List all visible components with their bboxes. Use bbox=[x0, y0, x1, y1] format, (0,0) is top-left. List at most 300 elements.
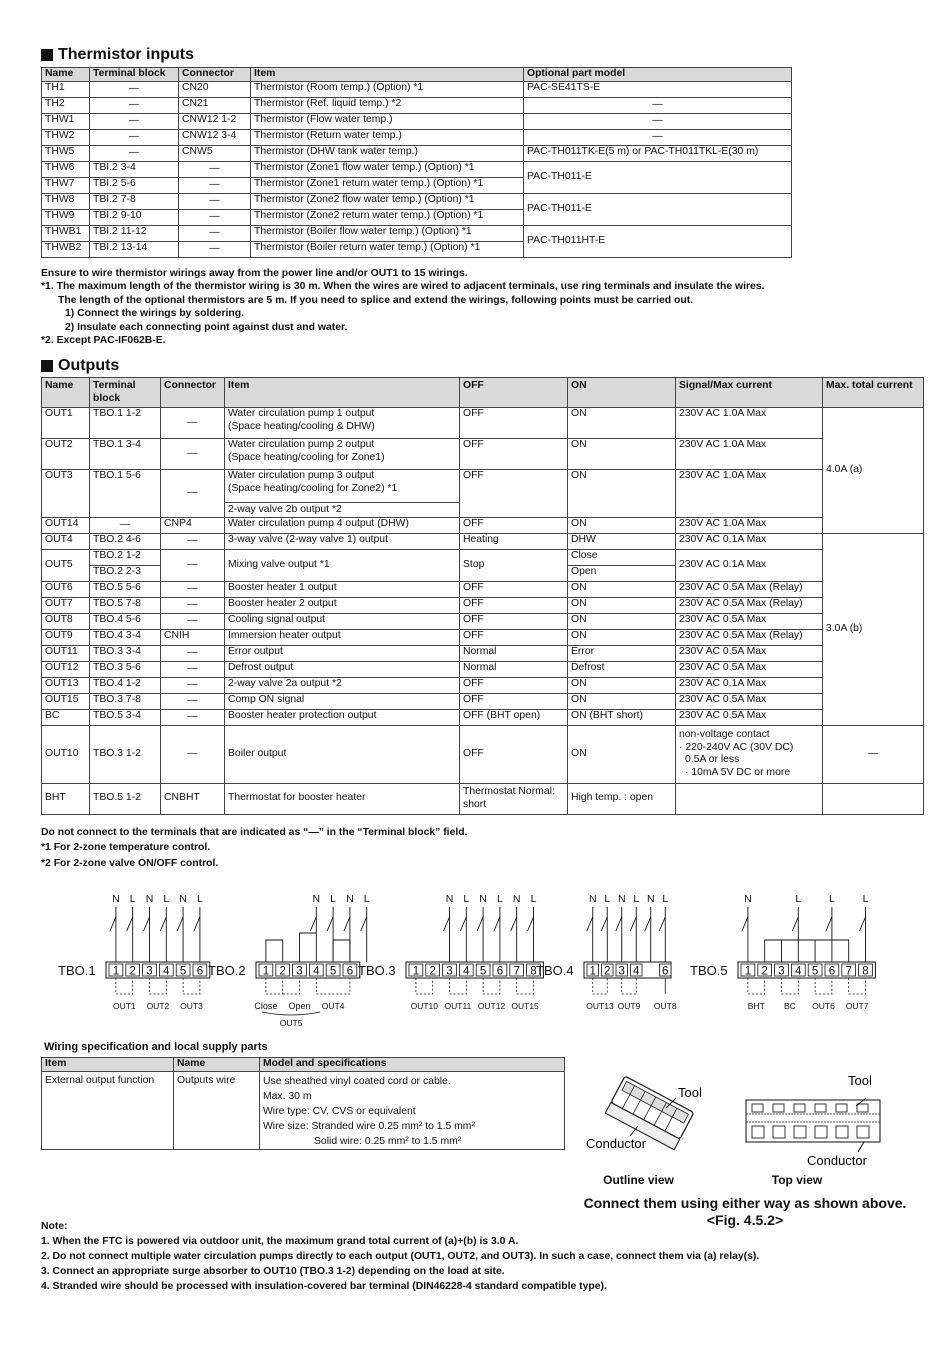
outputs-heading-text: Outputs bbox=[58, 357, 120, 374]
cell-off: Normal bbox=[460, 645, 568, 661]
tbo3-terminal-number: 4 bbox=[463, 965, 470, 978]
wiring-spec bbox=[260, 1071, 565, 1149]
cell-signal: 230V AC 0.5A Max bbox=[676, 661, 823, 677]
tbo2-out5-brace bbox=[262, 1012, 320, 1015]
tbo2-line-label: L bbox=[330, 893, 337, 905]
cell-name: BC bbox=[42, 709, 90, 725]
wiring-name: Outputs wire bbox=[174, 1071, 260, 1149]
cell-connector: — bbox=[161, 533, 225, 549]
tbo2-out-bracket bbox=[283, 978, 300, 994]
cell-signal: 230V AC 0.5A Max (Relay) bbox=[676, 629, 823, 645]
cell-item: Thermistor (Zone2 return water temp.) (Option) *1 bbox=[251, 209, 524, 225]
bottom-notes bbox=[41, 1219, 759, 1294]
cell-line: (Space heating/cooling for Zone1) bbox=[228, 451, 385, 463]
tbo3-out-label: OUT11 bbox=[444, 1001, 472, 1011]
note-line: *2 For 2-zone valve ON/OFF control. bbox=[41, 857, 219, 869]
tbo5-terminal-number: 7 bbox=[845, 965, 852, 978]
tbo1-terminal-number: 2 bbox=[129, 965, 136, 978]
cell-total-b: 3.0A (b) bbox=[823, 533, 924, 725]
outline-view-caption: Outline view bbox=[603, 1173, 674, 1187]
cell-name: OUT15 bbox=[42, 693, 90, 709]
cell-item: Thermistor (Zone1 flow water temp.) (Option) *1 bbox=[251, 161, 524, 177]
cell-signal: 230V AC 0.1A Max bbox=[676, 533, 823, 549]
tbo2-line-label: L bbox=[363, 893, 370, 905]
tbo2-terminal-number: 2 bbox=[279, 965, 286, 978]
cell-signal bbox=[676, 725, 823, 783]
cell-off: Normal bbox=[460, 661, 568, 677]
tbo2-contact bbox=[310, 917, 316, 931]
cell-item bbox=[225, 629, 460, 645]
tbo2-wire bbox=[266, 940, 283, 962]
outputs-th: Item bbox=[225, 378, 460, 408]
cell-line: Immersion heater output bbox=[228, 629, 341, 641]
cell-name: BHT bbox=[42, 783, 90, 814]
cell-terminal-block: TBO.4 1-2 bbox=[90, 677, 161, 693]
wiring-table bbox=[41, 1057, 565, 1150]
cell-on: Error bbox=[568, 645, 676, 661]
th-item: Item bbox=[251, 68, 524, 82]
tbo1-out-bracket bbox=[150, 978, 167, 994]
tbo5-terminal-number: 1 bbox=[744, 965, 752, 978]
tbo2-line-label: N bbox=[312, 893, 321, 905]
tbo3-terminal-number: 3 bbox=[446, 965, 453, 978]
note-line: 1) Connect the wirings by soldering. bbox=[65, 308, 244, 320]
outputs-row bbox=[42, 581, 924, 597]
outputs-row bbox=[42, 725, 924, 783]
outputs-th: Signal/Max current bbox=[676, 378, 823, 408]
cell-name: THW6 bbox=[42, 161, 90, 177]
cell-item bbox=[225, 408, 460, 439]
tbo2-wire bbox=[300, 933, 317, 962]
cell-terminal-block: TBO.3 5-6 bbox=[90, 661, 161, 677]
note-line: *1. The maximum length of the thermistor wiring is 30 m. When the wires are wired to adjacent terminals, use ring terminals and insulate the wires. bbox=[41, 281, 765, 293]
tbo3-line-label: N bbox=[479, 893, 487, 905]
tbo2-out-label: OUT5 bbox=[279, 1018, 303, 1028]
cell-connector: — bbox=[161, 470, 225, 518]
cell-optional-model: PAC-TH011TK-E(5 m) or PAC-TH011TKL-E(30 m) bbox=[524, 145, 792, 161]
cell-signal: 230V AC 1.0A Max bbox=[676, 517, 823, 533]
cell-line: Water circulation pump 4 output (DHW) bbox=[228, 517, 409, 529]
cell-off: Stop bbox=[460, 549, 568, 581]
cell-line: Comp ON signal bbox=[228, 693, 305, 705]
top-view-caption: Top view bbox=[771, 1173, 823, 1187]
cell-off: Heating bbox=[460, 533, 568, 549]
thermistor-notes bbox=[41, 267, 764, 347]
cell-terminal-block: TBO.2 2-3 bbox=[90, 565, 161, 581]
cell-connector: — bbox=[161, 661, 225, 677]
cell-name: THW1 bbox=[42, 113, 90, 129]
cell-item bbox=[225, 581, 460, 597]
tbo3-terminal-number: 7 bbox=[513, 965, 520, 978]
cell-optional-model: — bbox=[524, 129, 792, 145]
cell-on: ON bbox=[568, 693, 676, 709]
cell-connector: — bbox=[179, 225, 251, 241]
cell-signal: 230V AC 1.0A Max bbox=[676, 470, 823, 518]
cell-connector: CN20 bbox=[179, 81, 251, 97]
tbo1-contact bbox=[110, 917, 116, 931]
cell-on: ON bbox=[568, 597, 676, 613]
tbo4-line-label: N bbox=[646, 893, 655, 905]
cell-signal: 230V AC 1.0A Max bbox=[676, 408, 823, 439]
tbo5-terminal-number: 2 bbox=[761, 965, 768, 978]
cell-item bbox=[225, 645, 460, 661]
cell-connector: CNW12 3-4 bbox=[179, 129, 251, 145]
cell-on: Open bbox=[568, 565, 676, 581]
top-view-slot bbox=[773, 1104, 784, 1112]
tbo2-out-label: OUT4 bbox=[321, 1001, 345, 1011]
tbo5-out-bracket bbox=[849, 978, 866, 994]
spec-line: Max. 30 m bbox=[263, 1090, 312, 1102]
terminal-block-diagram bbox=[40, 885, 920, 1035]
tbo1-line-label: N bbox=[179, 893, 187, 905]
cell-name: OUT9 bbox=[42, 629, 90, 645]
cell-line: Defrost output bbox=[228, 661, 294, 673]
cell-terminal-block: — bbox=[90, 129, 179, 145]
cell-off: OFF bbox=[460, 597, 568, 613]
cell-connector: — bbox=[179, 241, 251, 257]
tbo4-contact bbox=[616, 917, 622, 931]
tbo5-contact bbox=[860, 917, 866, 931]
tbo5-line-label: L bbox=[795, 893, 802, 905]
cell-name: OUT13 bbox=[42, 677, 90, 693]
cell-name: OUT7 bbox=[42, 597, 90, 613]
outputs-row bbox=[42, 677, 924, 693]
cell-line: short bbox=[463, 798, 487, 810]
tbo1-out-bracket bbox=[116, 978, 133, 994]
tbo4-line-label: N bbox=[588, 893, 597, 905]
cell-name: OUT3 bbox=[42, 470, 90, 518]
cell-off: OFF bbox=[460, 439, 568, 470]
cell-terminal-block: — bbox=[90, 517, 161, 533]
cell-name: OUT1 bbox=[42, 408, 90, 439]
cell-terminal-block: TBO.3 1-2 bbox=[90, 725, 161, 783]
tbo3-out-bracket bbox=[517, 978, 534, 994]
tbo2-label: TBO.2 bbox=[208, 963, 246, 978]
cell-connector: — bbox=[161, 549, 225, 581]
tbo5-terminal-number: 8 bbox=[862, 965, 869, 978]
tbo3-out-bracket bbox=[416, 978, 433, 994]
top-view-slot bbox=[815, 1104, 826, 1112]
thermistor-row bbox=[42, 161, 792, 177]
cell-item bbox=[225, 613, 460, 629]
cell-name: THW2 bbox=[42, 129, 90, 145]
cell-line: Thermostat for booster heater bbox=[228, 792, 366, 804]
cell-connector: — bbox=[161, 693, 225, 709]
top-view-slot bbox=[794, 1104, 805, 1112]
cell-line: Thermostat Normal: bbox=[463, 786, 555, 797]
cell-name: THW5 bbox=[42, 145, 90, 161]
cell-line: Water circulation pump 2 output bbox=[228, 439, 375, 450]
heading-square-icon bbox=[41, 49, 53, 61]
cell-terminal-block: TBI.2 13-14 bbox=[90, 241, 179, 257]
cell-line: Boiler output bbox=[228, 747, 287, 759]
cell-connector: — bbox=[161, 677, 225, 693]
cell-name: OUT10 bbox=[42, 725, 90, 783]
cell-on: ON bbox=[568, 470, 676, 518]
thermistor-heading-text: Thermistor inputs bbox=[58, 46, 195, 63]
tbo5-label: TBO.5 bbox=[690, 963, 728, 978]
outline-conductor-label: Conductor bbox=[586, 1136, 646, 1151]
cell-terminal-block: TBO.2 1-2 bbox=[90, 549, 161, 565]
tbo2-contact bbox=[327, 917, 333, 931]
tbo3-terminal-number: 6 bbox=[496, 965, 504, 978]
outputs-row bbox=[42, 533, 924, 549]
cell-name: THW7 bbox=[42, 177, 90, 193]
connector-figure bbox=[580, 1068, 930, 1173]
cell-terminal-block: TBI.2 3-4 bbox=[90, 161, 179, 177]
tbo3-terminal-number: 8 bbox=[530, 965, 537, 978]
thermistor-table bbox=[41, 67, 792, 258]
cell-line-group bbox=[225, 470, 459, 495]
cell-on: ON bbox=[568, 517, 676, 533]
cell-on: ON bbox=[568, 629, 676, 645]
cell-connector: — bbox=[179, 193, 251, 209]
tbo3-contact bbox=[477, 917, 483, 931]
outputs-row bbox=[42, 661, 924, 677]
tbo4-contact bbox=[601, 917, 607, 931]
tbo4-terminal-number: 6 bbox=[662, 965, 669, 978]
cell-connector: — bbox=[161, 581, 225, 597]
cell-line: Error output bbox=[228, 645, 283, 657]
cell-terminal-block: TBI.2 5-6 bbox=[90, 177, 179, 193]
outputs-notes bbox=[41, 826, 467, 870]
cell-name: OUT14 bbox=[42, 517, 90, 533]
cell-optional-model: PAC-SE41TS-E bbox=[524, 81, 792, 97]
tbo5-contact bbox=[792, 917, 798, 931]
cell-connector: CNW12 1-2 bbox=[179, 113, 251, 129]
thermistor-row bbox=[42, 113, 792, 129]
cell-terminal-block: TBO.1 1-2 bbox=[90, 408, 161, 439]
note-line: The length of the optional thermistors are 5 m. If you need to splice and extend the wirings, following points must be carried out. bbox=[58, 294, 694, 306]
outputs-heading bbox=[41, 357, 119, 375]
tbo1-line-label: L bbox=[163, 893, 170, 905]
th-connector: Connector bbox=[179, 68, 251, 82]
cell-name: THW9 bbox=[42, 209, 90, 225]
spec-line: Use sheathed vinyl coated cord or cable. bbox=[263, 1075, 451, 1087]
tbo5-out-bracket bbox=[748, 978, 765, 994]
tbo2-terminal-number: 1 bbox=[262, 965, 270, 978]
tbo1-line-label: L bbox=[129, 893, 136, 905]
thermistor-table-body bbox=[42, 81, 792, 257]
wiring-th-spec: Model and specifications bbox=[260, 1058, 565, 1072]
outputs-row bbox=[42, 645, 924, 661]
tbo4-out-label: OUT8 bbox=[653, 1001, 677, 1011]
cell-on: ON bbox=[568, 677, 676, 693]
cell-off bbox=[460, 783, 568, 814]
cell-terminal-block: TBO.2 4-6 bbox=[90, 533, 161, 549]
bottom-note: 3. Connect an appropriate surge absorber to OUT10 (TBO.3 1-2) depending on the load at site. bbox=[41, 1266, 505, 1277]
outputs-table bbox=[41, 377, 924, 815]
tbo3-terminal-number: 2 bbox=[429, 965, 436, 978]
tbo3-terminal-number: 1 bbox=[412, 965, 420, 978]
cell-item bbox=[225, 517, 460, 533]
cell-item bbox=[225, 661, 460, 677]
tbo3-out-bracket bbox=[450, 978, 467, 994]
outputs-table-body bbox=[42, 378, 924, 815]
cell-on: ON (BHT short) bbox=[568, 709, 676, 725]
tbo5-out-bracket bbox=[815, 978, 832, 994]
outputs-row bbox=[42, 613, 924, 629]
tbo5-terminal-number: 5 bbox=[811, 965, 819, 978]
cell-line: 3-way valve (2-way valve 1) output bbox=[228, 533, 388, 545]
tbo5-contact bbox=[826, 917, 832, 931]
tbo1-contact bbox=[144, 917, 150, 931]
cell-name: TH1 bbox=[42, 81, 90, 97]
cell-terminal-block: TBO.1 3-4 bbox=[90, 439, 161, 470]
outputs-th: OFF bbox=[460, 378, 568, 408]
outputs-row bbox=[42, 549, 924, 565]
tbo3-line-label: L bbox=[463, 893, 470, 905]
cell-name: OUT2 bbox=[42, 439, 90, 470]
cell-on: ON bbox=[568, 408, 676, 439]
tbo4-terminal-number: 3 bbox=[618, 965, 625, 978]
outputs-th: Name bbox=[42, 378, 90, 408]
outputs-row bbox=[42, 693, 924, 709]
cell-line: 0.5A or less bbox=[685, 754, 740, 765]
cell-terminal-block: — bbox=[90, 97, 179, 113]
cell-signal: 230V AC 1.0A Max bbox=[676, 439, 823, 470]
cell-terminal-block: TBI.2 9-10 bbox=[90, 209, 179, 225]
cell-signal: 230V AC 0.5A Max bbox=[676, 693, 823, 709]
cell-item: Thermistor (Zone1 return water temp.) (Option) *1 bbox=[251, 177, 524, 193]
th-name: Name bbox=[42, 68, 90, 82]
tbo5-out-label: OUT6 bbox=[812, 1001, 835, 1011]
tbo5-terminal-number: 4 bbox=[795, 965, 802, 978]
outputs-row bbox=[42, 470, 924, 518]
tbo4-terminal-number: 4 bbox=[633, 965, 640, 978]
cell-optional-model: — bbox=[524, 97, 792, 113]
outputs-th: Max. total current bbox=[823, 378, 924, 408]
cell-on: ON bbox=[568, 725, 676, 783]
top-view-terminal bbox=[773, 1126, 785, 1138]
tbo5-out-label: BHT bbox=[747, 1001, 765, 1011]
tbo2-terminal-number: 5 bbox=[329, 965, 337, 978]
cell-name: THW8 bbox=[42, 193, 90, 209]
cell-optional-model: PAC-TH011-E bbox=[524, 193, 792, 225]
tbo4-terminal-number: 1 bbox=[589, 965, 596, 978]
tbo1-terminal-number: 1 bbox=[112, 965, 120, 978]
tbo3-line-label: L bbox=[496, 893, 503, 905]
cell-terminal-block: TBO.3 3-4 bbox=[90, 645, 161, 661]
outline-tool-label: Tool bbox=[678, 1085, 702, 1100]
outputs-row bbox=[42, 709, 924, 725]
cell-connector: — bbox=[161, 439, 225, 470]
cell-name: THWB1 bbox=[42, 225, 90, 241]
cell-on: Close bbox=[568, 549, 676, 565]
tbo2-out-label: Close bbox=[254, 1001, 278, 1011]
cell-line: Booster heater 2 output bbox=[228, 597, 337, 609]
tbo2-line-label: N bbox=[346, 893, 354, 905]
outputs-row bbox=[42, 783, 924, 814]
cell-line: non-voltage contact bbox=[679, 729, 770, 740]
cell-optional-model: — bbox=[524, 113, 792, 129]
outputs-th: ON bbox=[568, 378, 676, 408]
cell-terminal-block: TBO.3 7-8 bbox=[90, 693, 161, 709]
cell-item: Thermistor (Return water temp.) bbox=[251, 129, 524, 145]
tbo3-contact bbox=[528, 917, 534, 931]
cell-name: THWB2 bbox=[42, 241, 90, 257]
tbo1-contact bbox=[177, 917, 183, 931]
cell-item bbox=[225, 470, 460, 518]
wiring-th-item: Item bbox=[42, 1058, 174, 1072]
cell-item bbox=[225, 693, 460, 709]
cell-signal: 230V AC 0.5A Max bbox=[676, 645, 823, 661]
figure-number: <Fig. 4.5.2> bbox=[706, 1212, 784, 1228]
outputs-header-row bbox=[42, 378, 924, 408]
tbo3-line-label: N bbox=[445, 893, 454, 905]
cell-terminal-block: TBI.2 7-8 bbox=[90, 193, 179, 209]
outputs-th: Connector bbox=[161, 378, 225, 408]
cell-item bbox=[225, 725, 460, 783]
cell-total-a: 4.0A (a) bbox=[823, 408, 924, 534]
tbo2-contact bbox=[361, 917, 367, 931]
wiring-item: External output function bbox=[42, 1071, 174, 1149]
cell-item bbox=[225, 709, 460, 725]
tbo2-terminal-number: 4 bbox=[313, 965, 320, 978]
cell-name: OUT5 bbox=[42, 549, 90, 581]
tbo1-contact bbox=[160, 917, 166, 931]
tbo1-terminal-number: 6 bbox=[196, 965, 204, 978]
cell-on: ON bbox=[568, 613, 676, 629]
top-view-slot bbox=[857, 1104, 868, 1112]
tbo4-out-label: OUT9 bbox=[617, 1001, 641, 1011]
cell-name: OUT12 bbox=[42, 661, 90, 677]
cell-off: OFF bbox=[460, 470, 568, 518]
tbo3-out-bracket bbox=[483, 978, 500, 994]
cell-name: OUT8 bbox=[42, 613, 90, 629]
cell-line: (Space heating/cooling & DHW) bbox=[228, 420, 375, 432]
cell-connector: — bbox=[161, 645, 225, 661]
cell-line: (Space heating/cooling for Zone2) *1 bbox=[228, 482, 398, 494]
tbo5-terminal-number: 6 bbox=[828, 965, 836, 978]
cell-signal bbox=[676, 783, 823, 814]
cell-connector: — bbox=[179, 209, 251, 225]
th-terminal-block: Terminal block bbox=[90, 68, 179, 82]
spec-line: Wire type: CV, CVS or equivalent bbox=[263, 1105, 416, 1117]
cell-optional-model: PAC-TH011HT-E bbox=[524, 225, 792, 257]
cell-on: High temp. : open bbox=[568, 783, 676, 814]
outputs-row bbox=[42, 629, 924, 645]
cell-signal: 230V AC 0.1A Max bbox=[676, 549, 823, 581]
tbo3-line-label: L bbox=[530, 893, 537, 905]
tbo1-line-label: L bbox=[196, 893, 203, 905]
cell-connector: CN21 bbox=[179, 97, 251, 113]
tbo4-line-label: L bbox=[604, 893, 611, 905]
outputs-row bbox=[42, 597, 924, 613]
cell-line: Booster heater protection output bbox=[228, 709, 377, 721]
tbo5-line-label: L bbox=[862, 893, 869, 905]
cell-connector: — bbox=[179, 177, 251, 193]
tbo4-contact bbox=[645, 917, 651, 931]
cell-connector: — bbox=[161, 408, 225, 439]
tbo1-label: TBO.1 bbox=[58, 963, 96, 978]
thermistor-row bbox=[42, 193, 792, 209]
top-view-terminal bbox=[836, 1126, 848, 1138]
cell-line: Water circulation pump 1 output bbox=[228, 408, 375, 419]
tbo4-contact bbox=[630, 917, 636, 931]
tbo3-line-label: N bbox=[512, 893, 521, 905]
note-line: Ensure to wire thermistor wirings away from the power line and/or OUT1 to 15 wirings. bbox=[41, 268, 468, 279]
cell-signal: 230V AC 0.5A Max bbox=[676, 613, 823, 629]
tbo1-out-label: OUT2 bbox=[146, 1001, 170, 1011]
cell-line: 2-way valve 2b output *2 bbox=[225, 502, 459, 517]
tbo1-out-label: OUT3 bbox=[180, 1001, 203, 1011]
top-view-illustration bbox=[746, 1098, 880, 1152]
cell-terminal-block: TBO.4 5-6 bbox=[90, 613, 161, 629]
top-tool-label: Tool bbox=[848, 1073, 872, 1088]
cell-item: Thermistor (Flow water temp.) bbox=[251, 113, 524, 129]
thermistor-row bbox=[42, 145, 792, 161]
